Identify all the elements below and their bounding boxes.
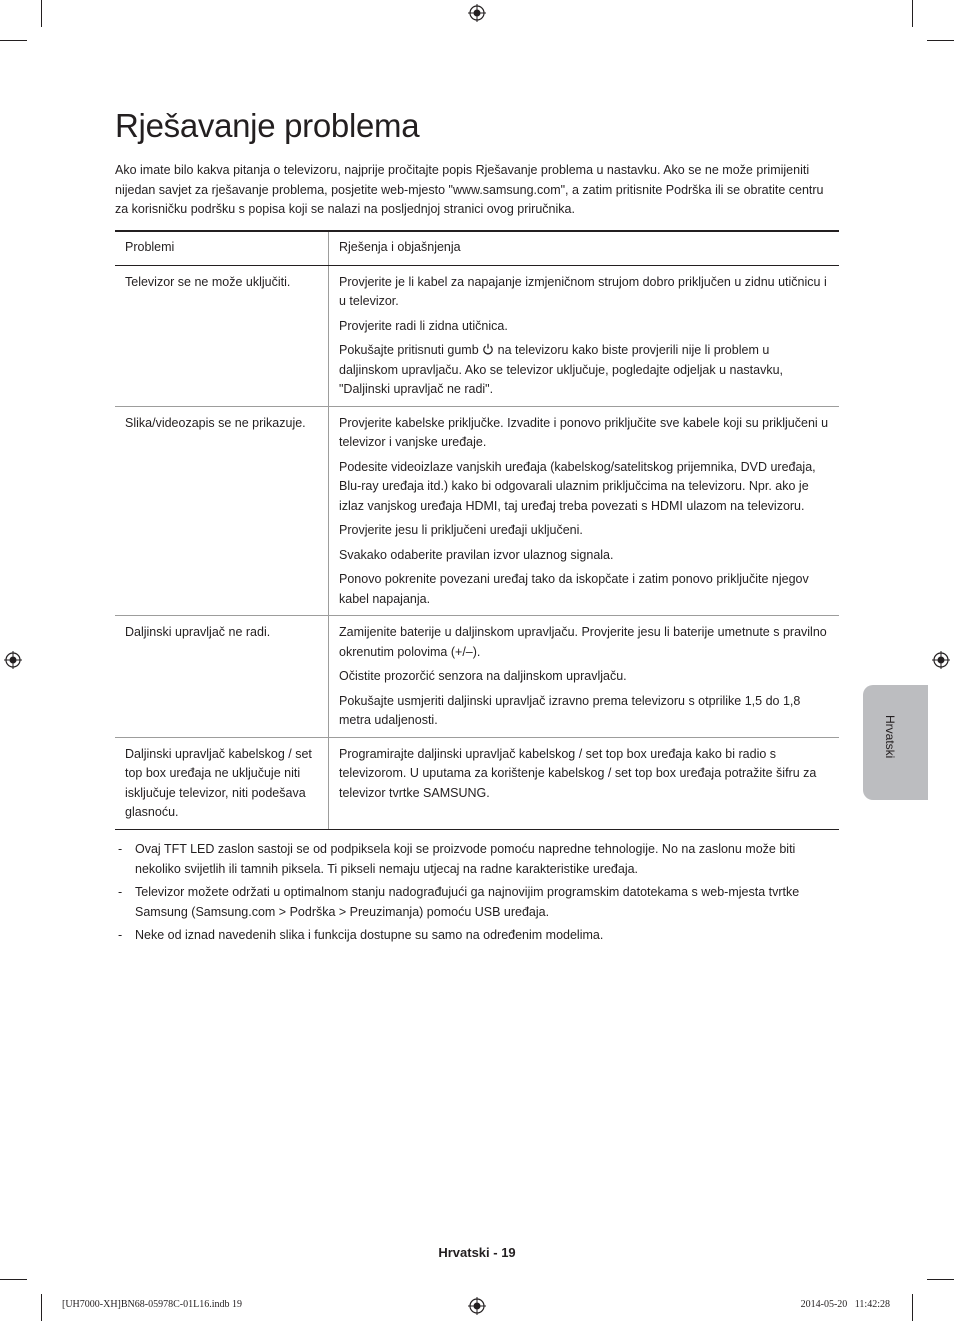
note-text: Televizor možete održati u optimalnom stanju nadograđujući ga najnovijim programskim datotekama s web-mjesta tvrtke Samsung (Samsung.com > Podrška > Preuzimanja) pomoću USB uređaja.	[135, 885, 800, 919]
crop-mark	[41, 1294, 42, 1321]
solution-text: Pokušajte pritisnuti gumb	[339, 343, 479, 357]
solution-item: Programirajte daljinski upravljač kabelskog / set top box uređaja kako bi radio s televizorom. U uputama za korištenje kabelskog / set top box uređaja potražite šifru za televizor tvrtke SAMSUNG.	[339, 746, 817, 800]
table-row	[115, 737, 839, 829]
solution-item: Provjerite radi li zidna utičnica.	[339, 318, 508, 333]
crop-mark	[912, 0, 913, 27]
solution-item	[339, 341, 829, 400]
solution-cell	[329, 616, 840, 738]
solution-text: na televizoru kako biste provjerili nije li problem u daljinskom upravljaču. Ako se televizor uključuje, pogledajte odjeljak u nastavku, "Daljinski upravljač ne radi".	[339, 343, 784, 396]
solution-item: Zamijenite baterije u daljinskom upravljaču. Provjerite jesu li baterije umetnute s pravilno okrenutim polovima (+/–).	[339, 625, 827, 659]
solution-item: Provjerite jesu li priključeni uređaji uključeni.	[339, 523, 583, 537]
registration-mark-icon	[4, 651, 22, 669]
note-dash: -	[118, 885, 123, 899]
crop-mark	[0, 40, 27, 41]
table-row	[115, 265, 839, 406]
problem-cell: Daljinski upravljač kabelskog / set top box uređaja ne uključuje niti isključuje televizor, niti podešava glasnoću.	[115, 737, 329, 829]
note-dash: -	[118, 842, 123, 856]
solution-item: Svakako odaberite pravilan izvor ulaznog signala.	[339, 547, 614, 562]
problem-cell: Televizor se ne može uključiti.	[115, 265, 329, 406]
crop-mark	[912, 1294, 913, 1321]
crop-mark	[927, 40, 954, 41]
column-header-solution: Rješenja i objašnjenja	[329, 231, 840, 265]
page-number: Hrvatski - 19	[438, 1245, 516, 1260]
solution-cell	[329, 406, 840, 616]
note-item	[115, 840, 840, 879]
print-slug-file: [UH7000-XH]BN68-05978C-01L16.indb 19	[62, 1299, 242, 1310]
solution-item: Provjerite je li kabel za napajanje izmjeničnom strujom dobro priključen u zidnu utičnicu i u televizor.	[339, 274, 827, 308]
note-dash: -	[118, 928, 123, 942]
problem-cell: Slika/videozapis se ne prikazuje.	[115, 406, 329, 616]
note-item	[115, 883, 840, 922]
print-slug-timestamp: 2014-05-20 11:42:28	[800, 1299, 890, 1310]
problem-cell: Daljinski upravljač ne radi.	[115, 616, 329, 738]
registration-mark-icon	[468, 4, 486, 22]
solution-item: Ponovo pokrenite povezani uređaj tako da iskopčate i zatim ponovo priključite njegov kabel napajanja.	[339, 572, 809, 606]
solution-item: Podesite videoizlaze vanjskih uređaja (kabelskog/satelitskog prijemnika, DVD uređaja, Blu-ray uređaja itd.) kako bi odgovarali ulaznim priključcima na televizoru. Npr. ako je izlaz vanjskog uređaja HDMI, taj uređaj treba povezati s HDMI ulazom na televizoru.	[339, 459, 816, 513]
table-header-row	[115, 231, 839, 265]
solution-item: Provjerite kabelske priključke. Izvadite i ponovo priključite sve kabele koji su priključeni u televizor i vanjske uređaje.	[339, 415, 829, 449]
crop-mark	[0, 1279, 27, 1280]
power-icon	[482, 343, 494, 355]
crop-mark	[927, 1279, 954, 1280]
intro-paragraph: Ako imate bilo kakva pitanja o televizoru, najprije pročitajte popis Rješavanje problema u nastavku. Ako se ne može primijeniti nijedan savjet za rješavanje problema, posjetite web-mjesto "www.samsung.com", a zatim pritisnite Podrška ili se obratite centru za korisničku podršku s popisa koji se nalazi na posljednjoj stranici ovog priručnika.	[115, 163, 824, 216]
solution-item: Očistite prozorčić senzora na daljinskom upravljaču.	[339, 669, 627, 683]
column-header-problem: Problemi	[115, 231, 329, 265]
language-side-tab	[863, 685, 928, 800]
solution-cell	[329, 265, 840, 406]
note-item	[115, 926, 840, 946]
solution-cell	[329, 737, 840, 829]
note-text: Ovaj TFT LED zaslon sastoji se od podpiksela koji se proizvode pomoću napredne tehnologije. No na zaslonu može biti nekoliko svijetlih ili tamnih piksela. Ti pikseli nemaju utjecaj na radne karakteristike uređaja.	[135, 842, 796, 876]
language-side-tab-label: Hrvatski	[883, 715, 897, 759]
registration-mark-icon	[468, 1297, 486, 1315]
notes-list	[115, 840, 840, 950]
table-row	[115, 406, 839, 616]
solution-item: Pokušajte usmjeriti daljinski upravljač izravno prema televizoru s otprilike 1,5 do 1,8 metra udaljenosti.	[339, 693, 801, 727]
troubleshooting-table	[115, 230, 839, 830]
registration-mark-icon	[932, 651, 950, 669]
crop-mark	[41, 0, 42, 27]
note-text: Neke od iznad navedenih slika i funkcija dostupne su samo na određenim modelima.	[135, 928, 604, 942]
table-row	[115, 616, 839, 738]
page-title: Rješavanje problema	[115, 107, 420, 144]
